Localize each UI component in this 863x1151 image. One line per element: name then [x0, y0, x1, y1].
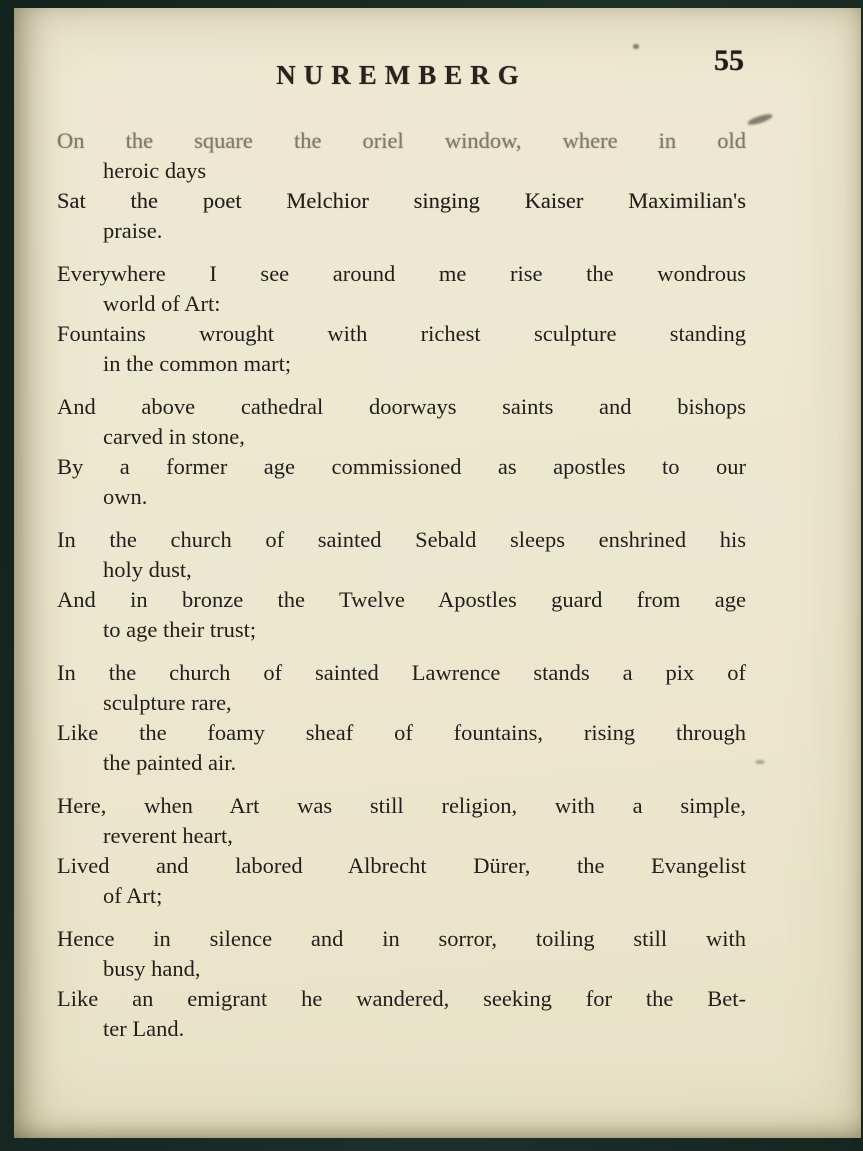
poem-line-continuation: busy hand,	[103, 956, 201, 981]
poem-line-continuation: world of Art:	[103, 291, 221, 316]
stanza	[57, 525, 746, 645]
stanza	[57, 392, 746, 512]
poem-line-continuation: in the common mart;	[103, 351, 292, 376]
page-content	[14, 8, 861, 1044]
stanza	[57, 658, 746, 778]
poem-line-continuation: the painted air.	[103, 750, 237, 775]
poem-line-continuation: sculpture rare,	[103, 690, 232, 715]
stanza	[57, 259, 746, 379]
page-header	[57, 44, 746, 92]
poem-line-continuation: own.	[103, 484, 148, 509]
poem-line-continuation: heroic days	[103, 158, 207, 183]
poem-line: On the square the oriel window, where in old	[57, 128, 746, 153]
poem-line-continuation: praise.	[103, 218, 163, 243]
poem-line: In the church of sainted Lawrence stands a pix of	[57, 660, 746, 685]
page-number: 55	[714, 44, 744, 77]
poem-line: Lived and labored Albrecht Dürer, the Evangelist	[57, 853, 746, 878]
poem-line: Hence in silence and in sorror, toiling still with	[57, 926, 746, 951]
poem-line: Here, when Art was still religion, with a simple,	[57, 793, 746, 818]
stanza	[57, 126, 746, 246]
poem-line: Everywhere I see around me rise the wondrous	[57, 261, 746, 286]
poem-line-continuation: ter Land.	[103, 1016, 185, 1041]
poem-line: And in bronze the Twelve Apostles guard from age	[57, 587, 746, 612]
poem-line-continuation: carved in stone,	[103, 424, 245, 449]
poem-line: Fountains wrought with richest sculpture standing	[57, 321, 746, 346]
stanza	[57, 791, 746, 911]
poem-line: In the church of sainted Sebald sleeps enshrined his	[57, 527, 746, 552]
poem-line: And above cathedral doorways saints and bishops	[57, 394, 746, 419]
poem-line-continuation: holy dust,	[103, 557, 192, 582]
poem-line: Like an emigrant he wandered, seeking for the Bet-	[57, 986, 746, 1011]
poem-body	[57, 126, 746, 1044]
book-page	[14, 8, 861, 1138]
page-title: NUREMBERG	[276, 60, 527, 90]
poem-line: By a former age commissioned as apostles to our	[57, 454, 746, 479]
poem-line-continuation: of Art;	[103, 883, 163, 908]
stanza	[57, 924, 746, 1044]
poem-line-continuation: to age their trust;	[103, 617, 257, 642]
poem-line: Sat the poet Melchior singing Kaiser Maximilian's	[57, 188, 746, 213]
poem-line-continuation: reverent heart,	[103, 823, 233, 848]
poem-line: Like the foamy sheaf of fountains, rising through	[57, 720, 746, 745]
